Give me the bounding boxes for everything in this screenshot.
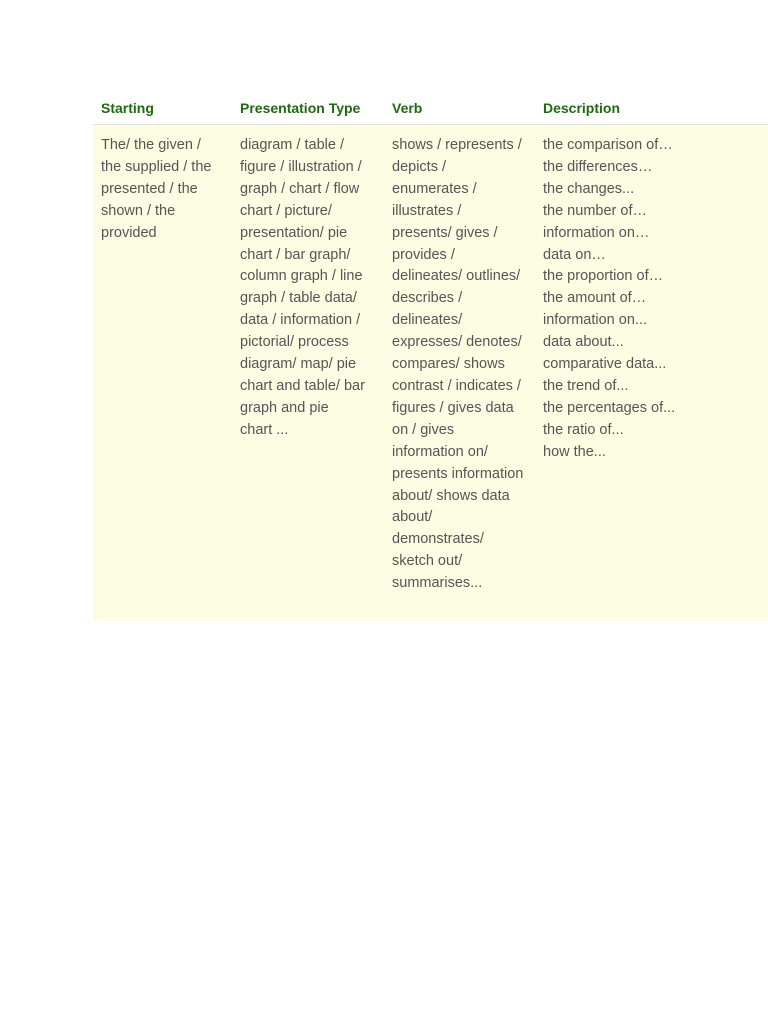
- cell-text-line: chart ...: [240, 421, 289, 438]
- cell-text-line: graph / table data/: [240, 290, 357, 307]
- cell-text-line: demonstrates/: [392, 531, 484, 548]
- cell-text-line: expresses/ denotes/: [392, 334, 522, 351]
- cell-text-line: information on…: [543, 224, 650, 241]
- cell-text-line: provides /: [392, 246, 455, 263]
- cell-text-line: chart / picture/: [240, 202, 332, 219]
- cell-starting: [93, 135, 232, 621]
- cell-text-line: presentation/ pie: [240, 224, 348, 241]
- cell-text-line: the comparison of…: [543, 137, 673, 153]
- cell-text-line: presents information: [392, 465, 524, 482]
- cell-text-line: about/ shows data: [392, 487, 510, 504]
- cell-text-line: chart and table/ bar: [240, 377, 365, 394]
- header-description: Description: [543, 100, 621, 116]
- cell-text-line: The/ the given /: [101, 137, 201, 153]
- cell-presentation-type: [232, 135, 384, 621]
- cell-text-line: the proportion of…: [543, 268, 664, 285]
- cell-text-line: information on...: [543, 312, 647, 329]
- cell-text-line: data on…: [543, 246, 606, 263]
- cell-text-line: graph and pie: [240, 399, 329, 416]
- cell-text-line: describes /: [392, 290, 463, 307]
- cell-text-line: graph / chart / flow: [240, 180, 360, 197]
- cell-text-line: diagram/ map/ pie: [240, 356, 357, 373]
- cell-text-line: the supplied / the: [101, 158, 212, 175]
- cell-text-line: how the...: [543, 443, 606, 460]
- cell-text-line: figures / gives data: [392, 399, 514, 416]
- cell-text-line: information on/: [392, 443, 488, 460]
- cell-text-line: the amount of…: [543, 290, 647, 307]
- cell-text-line: the percentages of...: [543, 399, 676, 416]
- cell-text-line: enumerates /: [392, 180, 477, 197]
- cell-text-line: the number of…: [543, 202, 647, 219]
- cell-text-line: summarises...: [392, 575, 483, 592]
- cell-text-line: the changes...: [543, 180, 635, 197]
- cell-text-line: on / gives: [392, 421, 455, 438]
- cell-text-line: diagram / table /: [240, 137, 344, 153]
- cell-text-line: shows / represents /: [392, 137, 522, 153]
- cell-text-line: about/: [392, 509, 433, 526]
- cell-text-line: illustrates /: [392, 202, 462, 219]
- cell-text-line: pictorial/ process: [240, 334, 349, 351]
- cell-text-line: provided: [101, 224, 157, 241]
- cell-text-line: comparative data...: [543, 356, 667, 373]
- cell-text-line: presented / the: [101, 180, 198, 197]
- table-row: [93, 125, 768, 621]
- cell-text-line: shown / the: [101, 202, 176, 219]
- cell-text-line: the differences…: [543, 158, 653, 175]
- cell-text-line: the trend of...: [543, 377, 629, 394]
- header-presentation-type: Presentation Type: [240, 100, 361, 116]
- cell-text-line: delineates/: [392, 312, 463, 329]
- cell-text-line: contrast / indicates /: [392, 377, 521, 394]
- cell-text-line: figure / illustration /: [240, 158, 362, 175]
- cell-text-line: column graph / line: [240, 268, 363, 285]
- header-starting: Starting: [101, 100, 154, 116]
- cell-text-line: sketch out/: [392, 553, 463, 570]
- cell-text-line: the ratio of...: [543, 421, 624, 438]
- cell-description: [535, 135, 768, 621]
- phrase-table: [93, 96, 768, 621]
- cell-text-line: delineates/ outlines/: [392, 268, 521, 285]
- cell-text-line: presents/ gives /: [392, 224, 498, 241]
- cell-text-line: data about...: [543, 334, 624, 351]
- header-verb: Verb: [392, 100, 423, 116]
- cell-verb: [384, 135, 535, 621]
- cell-text-line: data / information /: [240, 312, 361, 329]
- cell-text-line: chart / bar graph/: [240, 246, 351, 263]
- cell-text-line: depicts /: [392, 158, 446, 175]
- table-header-row: [93, 96, 768, 125]
- cell-text-line: compares/ shows: [392, 356, 505, 373]
